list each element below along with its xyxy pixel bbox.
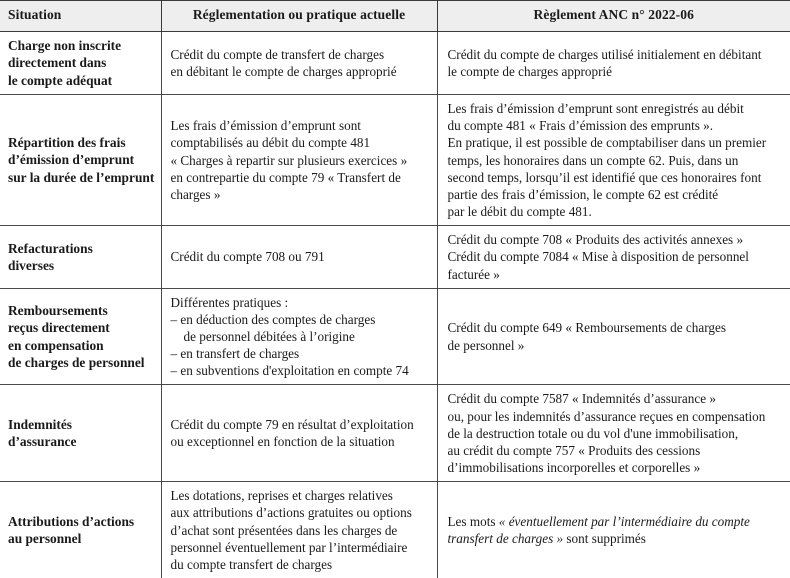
text-line: le compte adéquat xyxy=(8,72,113,88)
table-row xyxy=(0,288,790,385)
text-line: « Charges à repartir sur plusieurs exercices » xyxy=(170,152,408,168)
new-regulation-text xyxy=(448,319,782,353)
cell-current-regulation xyxy=(161,31,437,94)
situation-text xyxy=(8,37,157,89)
cell-current-regulation xyxy=(161,385,437,482)
text-line xyxy=(448,530,782,547)
cell-new-regulation xyxy=(437,226,790,288)
table-header xyxy=(0,1,790,32)
text-line: – en déduction des comptes de charges xyxy=(170,311,376,327)
text-line: d’immobilisations incorporelles et corporelles » xyxy=(447,460,701,476)
text-line: Crédit du compte 708 ou 791 xyxy=(170,249,325,265)
header-row xyxy=(0,1,790,32)
text-line: Refacturations xyxy=(8,240,93,256)
text-line: de personnel débitées à l’origine xyxy=(183,329,355,345)
text-line: comptabilisés au débit du compte 481 xyxy=(170,135,371,151)
table-row xyxy=(0,226,790,288)
current-regulation-text xyxy=(171,416,428,450)
text-run-italic: transfert de charges » xyxy=(447,531,567,547)
cell-new-regulation xyxy=(437,385,790,482)
table-row xyxy=(0,482,790,578)
cell-situation xyxy=(0,226,161,288)
table-body xyxy=(0,31,790,578)
table-row xyxy=(0,385,790,482)
text-line: Remboursements xyxy=(8,302,108,318)
text-line xyxy=(448,513,782,530)
text-line: Crédit du compte 7084 « Mise à disposition de personnel xyxy=(447,249,749,265)
situation-text xyxy=(8,134,157,186)
text-line: de personnel » xyxy=(447,337,525,353)
text-run: sont supprimés xyxy=(566,531,646,547)
cell-situation xyxy=(0,385,161,482)
cell-situation xyxy=(0,482,161,578)
text-line: Attributions d’actions xyxy=(8,513,135,529)
column-header-new-regulation: Règlement ANC n° 2022-06 xyxy=(437,1,790,32)
text-line: d’assurance xyxy=(8,434,77,450)
text-line: reçus directement xyxy=(8,320,110,336)
text-line: ou, pour les indemnités d’assurance reçues en compensation xyxy=(447,408,766,424)
column-header-situation: Situation xyxy=(0,1,161,32)
situation-text xyxy=(8,416,157,451)
text-line: Différentes pratiques : xyxy=(170,294,289,310)
text-line: directement dans xyxy=(8,55,107,71)
text-line: par le débit du compte 481. xyxy=(447,204,592,220)
text-line: personnel éventuellement par l’intermédiaire xyxy=(170,539,408,555)
text-line: ou exceptionnel en fonction de la situation xyxy=(170,434,395,450)
text-line: d’achat sont présentées dans les charges de xyxy=(170,522,398,538)
text-line: aux attributions d’actions gratuites ou options xyxy=(170,505,412,521)
text-line: du compte 481 « Frais d’émission des emprunts ». xyxy=(447,118,714,134)
current-regulation-text xyxy=(171,46,428,80)
text-line: charges » xyxy=(170,186,221,202)
cell-new-regulation xyxy=(437,482,790,578)
cell-new-regulation xyxy=(437,288,790,385)
text-line: au crédit du compte 757 « Produits des cessions xyxy=(447,442,701,458)
text-line: partie des frais d’émission, le compte 62 est crédité xyxy=(447,186,719,202)
text-line: en compensation xyxy=(8,337,104,353)
text-line: Crédit du compte 7587 « Indemnités d’assurance » xyxy=(447,391,716,407)
situation-text xyxy=(8,302,157,372)
text-line: En pratique, il est possible de comptabiliser dans un premier xyxy=(447,135,767,151)
text-line: le compte de charges approprié xyxy=(447,64,613,79)
cell-new-regulation xyxy=(437,31,790,94)
text-line: Les dotations, reprises et charges relatives xyxy=(170,488,393,504)
new-regulation-text xyxy=(448,100,782,220)
cell-current-regulation xyxy=(161,95,437,226)
text-line: diverses xyxy=(8,257,55,273)
text-line: au personnel xyxy=(8,531,82,547)
new-regulation-text xyxy=(448,390,782,476)
column-header-current-regulation: Réglementation ou pratique actuelle xyxy=(161,1,437,32)
cell-new-regulation xyxy=(437,95,790,226)
table-row xyxy=(0,95,790,226)
text-line: en débitant le compte de charges approprié xyxy=(170,64,397,79)
cell-current-regulation xyxy=(161,226,437,288)
text-line: Charge non inscrite xyxy=(8,37,122,53)
text-line: du compte transfert de charges xyxy=(170,556,333,572)
text-line: Crédit du compte 708 « Produits des activités annexes » xyxy=(447,232,744,248)
text-line: facturée » xyxy=(447,266,500,282)
current-regulation-text xyxy=(171,117,428,203)
table-row xyxy=(0,31,790,94)
cell-situation xyxy=(0,31,161,94)
cell-current-regulation xyxy=(161,288,437,385)
text-line: Indemnités xyxy=(8,416,72,432)
text-line: Les frais d’émission d’emprunt sont enregistrés au débit xyxy=(447,101,744,117)
text-line: – en transfert de charges xyxy=(170,346,300,362)
current-regulation-text xyxy=(171,248,428,265)
current-regulation-text xyxy=(171,487,428,573)
text-line: Répartition des frais xyxy=(8,135,126,151)
text-line: Crédit du compte 649 « Remboursements de charges xyxy=(447,320,726,336)
text-line: Crédit du compte de transfert de charges xyxy=(170,46,385,62)
new-regulation-text xyxy=(448,231,782,282)
text-line: second temps, lorsqu’il est identifié que ces honoraires font xyxy=(447,169,762,185)
text-line: Crédit du compte 79 en résultat d’exploitation xyxy=(170,417,414,433)
new-regulation-text xyxy=(448,513,782,547)
situation-text xyxy=(8,513,157,548)
text-line: de charges de personnel xyxy=(8,355,145,371)
text-line: temps, les honoraires dans un compte 62. Puis, dans un xyxy=(447,152,739,168)
text-line: – en subventions d'exploitation en compte 74 xyxy=(170,363,409,379)
text-line: en contrepartie du compte 79 « Transfert de xyxy=(170,169,401,185)
current-regulation-text xyxy=(171,294,428,380)
text-line: sur la durée de l’emprunt xyxy=(8,169,155,185)
text-line: Les frais d’émission d’emprunt sont xyxy=(170,118,361,134)
text-run: Les mots xyxy=(447,514,499,529)
situation-text xyxy=(8,240,157,275)
text-run-italic: « éventuellement par l’intermédiaire du compte xyxy=(498,514,750,529)
cell-current-regulation xyxy=(161,482,437,578)
text-line: de la destruction totale ou du vol d'une immobilisation, xyxy=(447,425,739,441)
text-line: d’émission d’emprunt xyxy=(8,152,135,168)
text-line: Crédit du compte de charges utilisé initialement en débitant xyxy=(447,46,762,62)
cell-situation xyxy=(0,288,161,385)
cell-situation xyxy=(0,95,161,226)
new-regulation-text xyxy=(448,46,782,80)
